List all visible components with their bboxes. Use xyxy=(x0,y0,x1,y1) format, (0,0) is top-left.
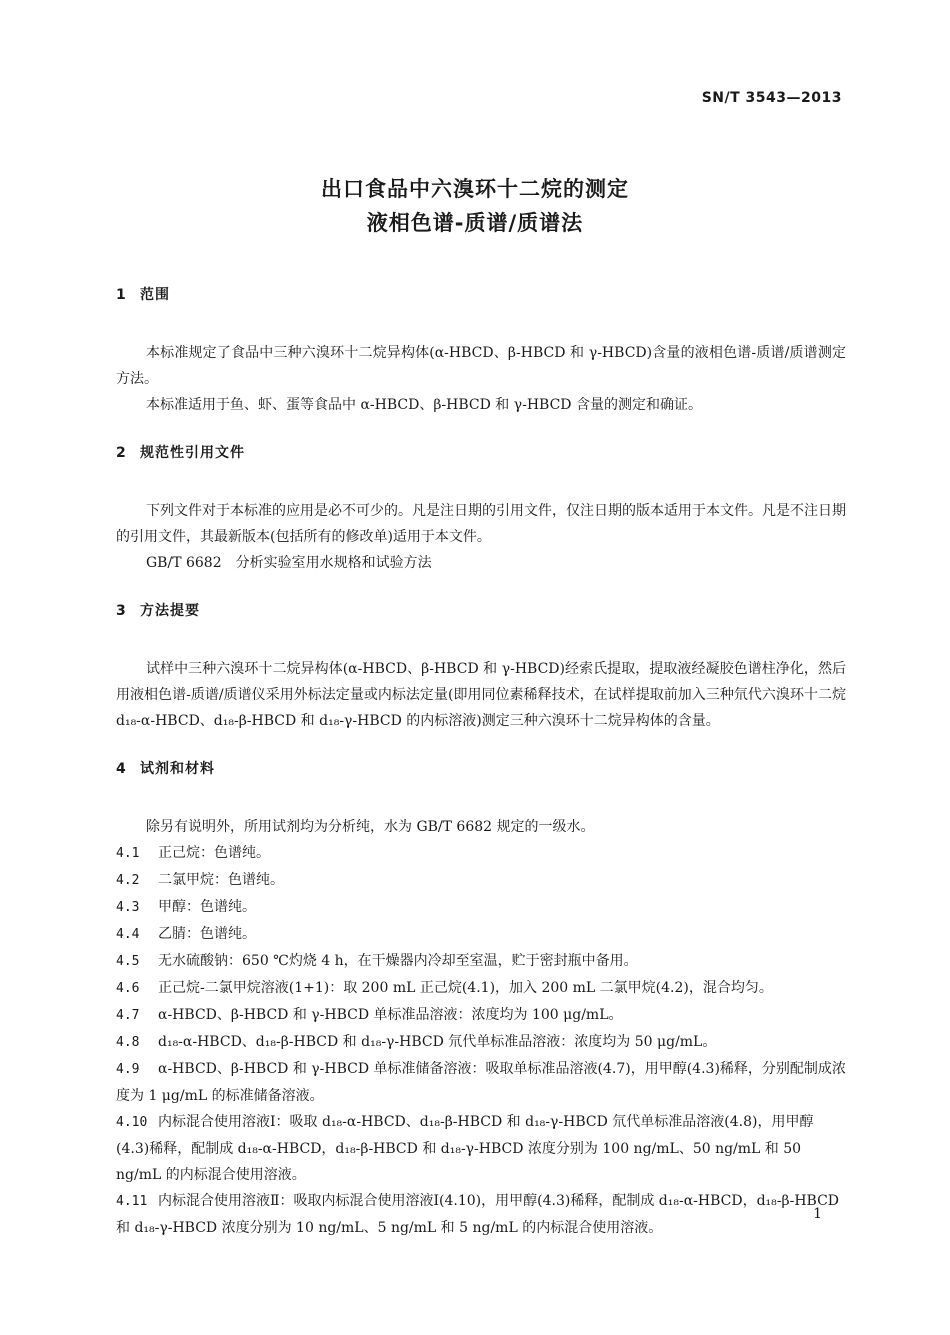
item-text: 正己烷：色谱纯。 xyxy=(158,845,270,861)
document-title xyxy=(0,172,950,240)
item-text: 无水硫酸钠：650 ℃灼烧 4 h，在干燥器内冷却至室温，贮于密封瓶中备用。 xyxy=(158,953,638,969)
item-text: 正己烷-二氯甲烷溶液(1+1)：取 200 mL 正己烷(4.1)，加入 200 mL 二氯甲烷(4.2)，混合均匀。 xyxy=(158,980,773,996)
list-item xyxy=(116,1109,846,1188)
list-item xyxy=(116,894,846,921)
list-item xyxy=(116,1002,846,1029)
section-heading-method-summary xyxy=(116,600,846,622)
item-text: α-HBCD、β-HBCD 和 γ-HBCD 单标准储备溶液：吸取单标准品溶液(4.7)，用甲醇(4.3)稀释，分别配制成浓度为 1 μg/mL 的标准储备溶液。 xyxy=(116,1061,846,1104)
section-number: 1 xyxy=(116,287,127,303)
document-body xyxy=(116,284,846,1241)
reference-item: GB/T 6682 分析实验室用水规格和试验方法 xyxy=(146,555,432,571)
item-text: α-HBCD、β-HBCD 和 γ-HBCD 单标准品溶液：浓度均为 100 μg/mL。 xyxy=(158,1007,623,1023)
item-number: 4.4 xyxy=(116,927,140,942)
item-text: 二氯甲烷：色谱纯。 xyxy=(158,872,284,888)
paragraph: 除另有说明外，所用试剂均为分析纯，水为 GB/T 6682 规定的一级水。 xyxy=(146,819,595,835)
section-number: 3 xyxy=(116,603,127,619)
item-text: 乙腈：色谱纯。 xyxy=(158,926,256,942)
paragraph: 本标准适用于鱼、虾、蛋等食品中 α-HBCD、β-HBCD 和 γ-HBCD 含量的测定和确证。 xyxy=(146,397,702,413)
section-heading-reagents xyxy=(116,758,846,780)
section-heading-scope xyxy=(116,284,846,306)
paragraph: 试样中三种六溴环十二烷异构体(α-HBCD、β-HBCD 和 γ-HBCD)经索氏提取，提取液经凝胶色谱柱净化，然后用液相色谱-质谱/质谱仪采用外标法定量或内标法定量(即用同位素稀释技术，在试样提取前加入三种氘代六溴环十二烷 d₁₈-α-HBCD、d₁₈-β-HBCD 和 d₁₈-γ-HBCD 的内标溶液)测定三种六溴环十二烷异构体的含量。 xyxy=(116,661,846,729)
title-line-1: 出口食品中六溴环十二烷的测定 xyxy=(321,177,629,201)
list-item xyxy=(116,1029,846,1056)
section-number: 2 xyxy=(116,445,127,461)
section-number: 4 xyxy=(116,761,127,777)
paragraph: 下列文件对于本标准的应用是必不可少的。凡是注日期的引用文件，仅注日期的版本适用于本文件。凡是不注日期的引用文件，其最新版本(包括所有的修改单)适用于本文件。 xyxy=(116,503,846,545)
item-number: 4.1 xyxy=(116,846,140,861)
item-number: 4.5 xyxy=(116,954,140,969)
list-item xyxy=(116,948,846,975)
section-title: 方法提要 xyxy=(140,603,200,619)
item-number: 4.2 xyxy=(116,873,140,888)
list-item xyxy=(116,840,846,867)
item-text: 甲醇：色谱纯。 xyxy=(158,899,256,915)
item-number: 4.10 xyxy=(116,1115,148,1130)
standard-code: SN/T 3543—2013 xyxy=(701,90,842,106)
item-text: d₁₈-α-HBCD、d₁₈-β-HBCD 和 d₁₈-γ-HBCD 氘代单标准品溶液：浓度均为 50 μg/mL。 xyxy=(158,1034,717,1050)
item-number: 4.8 xyxy=(116,1035,140,1050)
item-text: 内标混合使用溶液Ⅰ：吸取 d₁₈-α-HBCD、d₁₈-β-HBCD 和 d₁₈-γ-HBCD 氘代单标准品溶液(4.8)，用甲醇(4.3)稀释，配制成 d₁₈-α-HBCD，d₁₈-β-HBCD 和 d₁₈-γ-HBCD 浓度分别为 100 ng/mL、50 ng/mL 和 50 ng/mL 的内标混合使用溶液。 xyxy=(116,1114,814,1183)
item-number: 4.11 xyxy=(116,1194,148,1209)
list-item xyxy=(116,867,846,894)
list-item xyxy=(116,1056,846,1109)
item-text: 内标混合使用溶液Ⅱ：吸取内标混合使用溶液Ⅰ(4.10)，用甲醇(4.3)稀释，配制成 d₁₈-α-HBCD，d₁₈-β-HBCD 和 d₁₈-γ-HBCD 浓度分别为 10 ng/mL、5 ng/mL 和 5 ng/mL 的内标混合使用溶液。 xyxy=(116,1193,840,1236)
list-item xyxy=(116,1188,846,1241)
section-heading-normative-references xyxy=(116,442,846,464)
section-title: 规范性引用文件 xyxy=(140,445,245,461)
title-line-2: 液相色谱-质谱/质谱法 xyxy=(366,211,584,235)
list-item xyxy=(116,921,846,948)
item-number: 4.6 xyxy=(116,981,140,996)
section-title: 范围 xyxy=(140,287,170,303)
page-number: 1 xyxy=(813,1206,822,1222)
paragraph: 本标准规定了食品中三种六溴环十二烷异构体(α-HBCD、β-HBCD 和 γ-HBCD)含量的液相色谱-质谱/质谱测定方法。 xyxy=(116,345,846,387)
list-item xyxy=(116,975,846,1002)
item-number: 4.3 xyxy=(116,900,140,915)
section-title: 试剂和材料 xyxy=(140,761,215,777)
item-number: 4.7 xyxy=(116,1008,140,1023)
item-number: 4.9 xyxy=(116,1062,140,1077)
